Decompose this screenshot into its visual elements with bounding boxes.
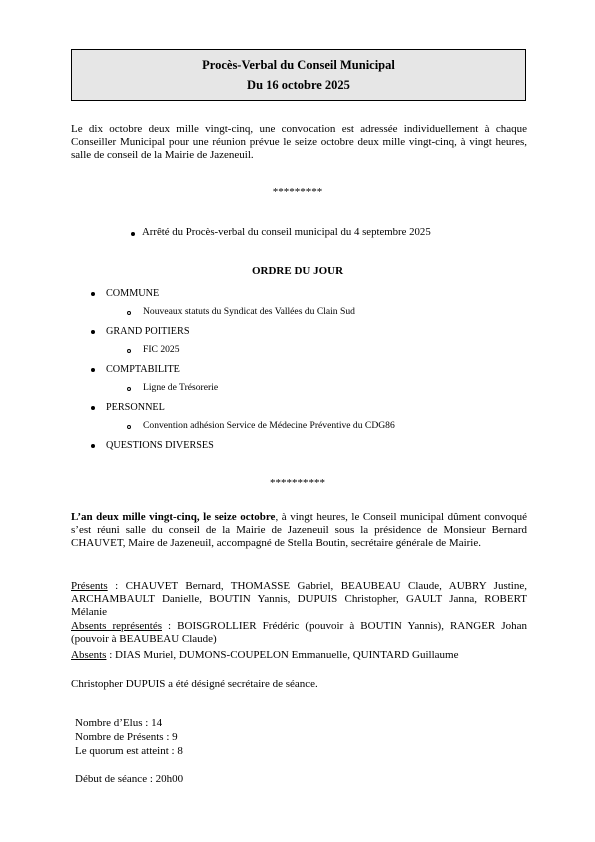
- separator: **********: [270, 477, 325, 489]
- agenda-subitem: Nouveaux statuts du Syndicat des Vallées du Clain Sud: [143, 306, 355, 317]
- title-box: [71, 49, 526, 101]
- agenda-heading: ORDRE DU JOUR: [251, 265, 344, 277]
- agenda-subitem: Convention adhésion Service de Médecine Préventive du CDG86: [143, 420, 395, 431]
- sub-bullet-icon: [127, 425, 131, 429]
- elus-count: Nombre d’Elus : 14: [75, 717, 163, 729]
- separator: *********: [272, 186, 323, 198]
- agenda-item: COMPTABILITE: [106, 364, 180, 375]
- bullet-icon: [91, 406, 95, 410]
- presents-label: Présents: [71, 580, 108, 592]
- secretary-line: Christopher DUPUIS a été désigné secrétaire de séance.: [71, 678, 318, 690]
- bullet-icon: [91, 330, 95, 334]
- session-start: Début de séance : 20h00: [75, 773, 184, 785]
- sub-bullet-icon: [127, 349, 131, 353]
- presents-paragraph: [71, 580, 527, 619]
- intro-paragraph: Le dix octobre deux mille vingt-cinq, une convocation est adressée individuellement à chaque Conseiller Municipal pour une réunion prévue le seize octobre deux mille vingt-cinq, à vingt heures, salle de conseil de la Mairie de Jazeneuil.: [71, 123, 527, 161]
- document-date: Du 16 octobre 2025: [247, 78, 350, 92]
- represented-label: Absents représentés: [71, 620, 162, 632]
- approval-item: Arrêté du Procès-verbal du conseil municipal du 4 septembre 2025: [142, 226, 431, 238]
- bullet-icon: [91, 368, 95, 372]
- bullet-icon: [91, 292, 95, 296]
- represented-list: : BOISGROLLIER Frédéric (pouvoir à BOUTIN Yannis), RANGER Johan (pouvoir à BEAUBEAU Claude): [71, 620, 527, 645]
- session-text: , à vingt heures, le Conseil municipal dûment convoqué s’est réuni salle du conseil de la Mairie de Jazeneuil sous la présidence de Monsieur Bernard CHAUVET, Maire de Jazeneuil, accompagné de Stella Boutin, secrétaire générale de Mairie.: [71, 511, 527, 549]
- agenda-item: QUESTIONS DIVERSES: [106, 440, 214, 451]
- bullet-icon: [131, 232, 135, 236]
- agenda-subitem: FIC 2025: [143, 344, 180, 355]
- sub-bullet-icon: [127, 387, 131, 391]
- bullet-icon: [91, 444, 95, 448]
- session-paragraph: [71, 511, 527, 550]
- presents-count: Nombre de Présents : 9: [75, 731, 178, 743]
- sub-bullet-icon: [127, 311, 131, 315]
- session-lead: L’an deux mille vingt-cinq, le seize octobre: [71, 511, 276, 523]
- agenda-item: COMMUNE: [106, 288, 160, 299]
- quorum-line: Le quorum est atteint : 8: [75, 745, 183, 757]
- absents-list: : DIAS Muriel, DUMONS-COUPELON Emmanuelle, QUINTARD Guillaume: [106, 649, 459, 661]
- represented-paragraph: [71, 620, 527, 646]
- agenda-item: GRAND POITIERS: [106, 326, 190, 337]
- agenda-item: PERSONNEL: [106, 402, 165, 413]
- absents-paragraph: [71, 649, 527, 662]
- document-title: Procès-Verbal du Conseil Municipal: [202, 58, 395, 72]
- agenda-subitem: Ligne de Trésorerie: [143, 382, 219, 393]
- absents-label: Absents: [71, 649, 107, 661]
- presents-list: : CHAUVET Bernard, THOMASSE Gabriel, BEAUBEAU Claude, AUBRY Justine, ARCHAMBAULT Danielle, BOUTIN Yannis, DUPUIS Christopher, GAULT Janna, ROBERT Mélanie: [71, 580, 527, 618]
